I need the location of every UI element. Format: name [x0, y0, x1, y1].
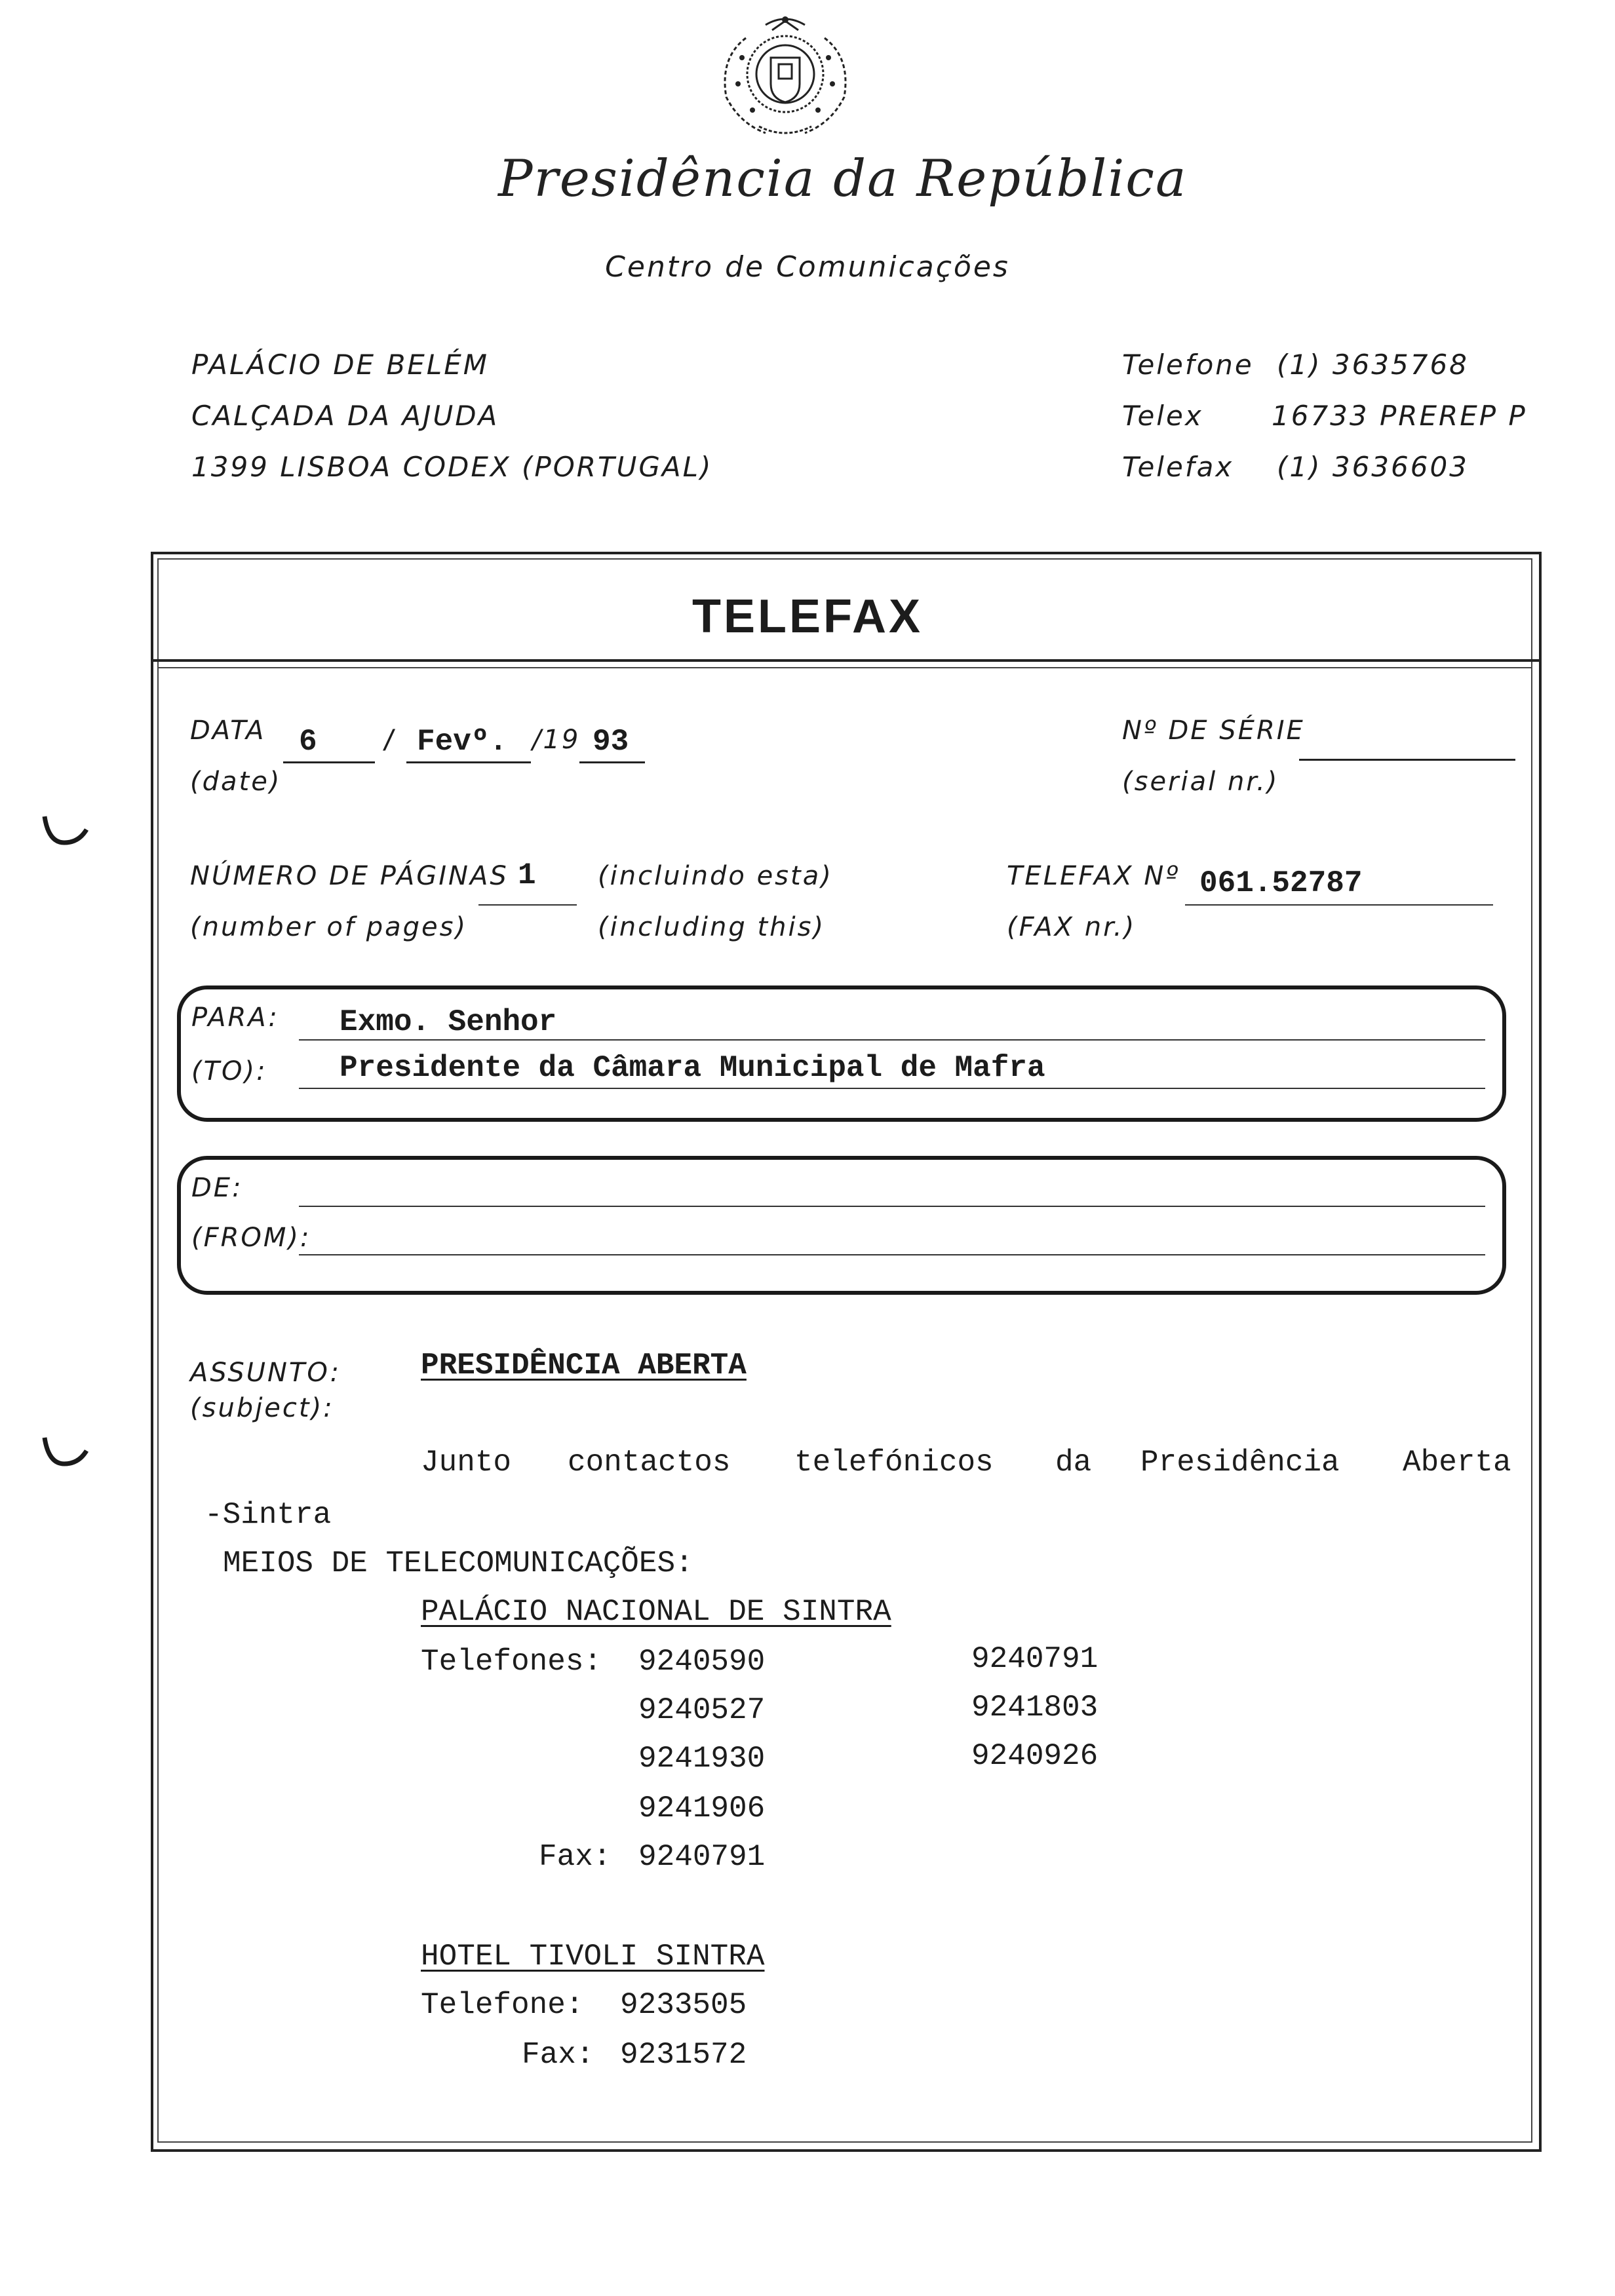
- fax-number-line: [1185, 904, 1493, 906]
- address-line-1: PALÁCIO DE BELÉM: [191, 349, 489, 381]
- pages-line: [478, 904, 577, 906]
- pages-note: (incluindo esta): [598, 861, 833, 891]
- venue-1-fax: 9240791: [638, 1840, 766, 1874]
- date-separator-1: /: [381, 725, 398, 755]
- venue-2-phone-label: Telefone:: [421, 1988, 584, 2022]
- sender-rule-1: [299, 1206, 1485, 1207]
- department-name: Centro de Comunicações: [605, 250, 1010, 284]
- venue-1-phone-5: 9240791: [971, 1642, 1099, 1676]
- date-label: DATA: [190, 716, 266, 746]
- contact-label-telefone: Telefone: [1122, 349, 1254, 381]
- venue-1-phones-label: Telefones:: [421, 1645, 602, 1679]
- subject-label: ASSUNTO:: [190, 1358, 341, 1388]
- to-label-en: (TO):: [191, 1056, 267, 1086]
- venue-2-fax: 9231572: [620, 2038, 747, 2072]
- from-label: DE:: [191, 1173, 243, 1203]
- recipient-rule-2: [299, 1088, 1485, 1089]
- address-line-2: CALÇADA DA AJUDA: [191, 400, 499, 432]
- sender-rule-2: [299, 1254, 1485, 1255]
- venue-2-name: HOTEL TIVOLI SINTRA: [421, 1940, 765, 1974]
- to-label: PARA:: [191, 1003, 279, 1033]
- date-month: Fevº.: [417, 725, 508, 759]
- intro-word-2: contactos: [568, 1445, 731, 1480]
- date-year: 93: [593, 725, 629, 759]
- intro-word-6: Aberta: [1403, 1445, 1511, 1480]
- date-label-en: (date): [190, 767, 282, 797]
- form-frame-inner: [157, 558, 1532, 2143]
- contact-label-telex: Telex: [1122, 400, 1203, 432]
- venue-1-name: PALÁCIO NACIONAL DE SINTRA: [421, 1595, 891, 1629]
- recipient-rule-1: [299, 1039, 1485, 1041]
- from-label-en: (FROM):: [191, 1223, 311, 1253]
- coat-of-arms-emblem: [700, 12, 870, 143]
- institution-name: Presidência da República: [498, 149, 1188, 208]
- serial-line: [1299, 759, 1515, 761]
- intro-continuation: -Sintra: [204, 1498, 332, 1532]
- fax-number-value: 061.52787: [1199, 866, 1363, 900]
- contact-value-telex: 16733 PREREP P: [1272, 400, 1527, 432]
- subject-value: PRESIDÊNCIA ABERTA: [421, 1349, 747, 1383]
- title-divider-inner: [157, 667, 1532, 668]
- date-month-line: [406, 761, 531, 763]
- venue-1-phone-4: 9241906: [638, 1791, 766, 1826]
- form-title: TELEFAX: [691, 590, 924, 643]
- punch-hole-mark-icon: [39, 1432, 92, 1472]
- venue-1-phone-6: 9241803: [971, 1691, 1099, 1725]
- venue-2-fax-label: Fax:: [522, 2038, 594, 2072]
- date-day-line: [283, 761, 375, 763]
- intro-word-4: da: [1055, 1445, 1092, 1480]
- title-divider: [151, 659, 1539, 662]
- subject-label-en: (subject):: [190, 1393, 334, 1423]
- pages-note-en: (including this): [598, 912, 826, 942]
- venue-2-phone: 9233505: [620, 1988, 747, 2022]
- date-century: /19: [532, 725, 581, 755]
- recipient-line-2: Presidente da Câmara Municipal de Mafra: [340, 1051, 1045, 1085]
- contact-label-telefax: Telefax: [1122, 451, 1234, 483]
- intro-word-3: telefónicos: [794, 1445, 994, 1480]
- serial-label: Nº DE SÉRIE: [1122, 716, 1305, 746]
- pages-label-en: (number of pages): [190, 912, 468, 942]
- serial-label-en: (serial nr.): [1122, 767, 1279, 797]
- fax-number-label: TELEFAX Nº: [1007, 861, 1180, 891]
- venue-1-phone-1: 9240590: [638, 1645, 766, 1679]
- contact-value-telefone: (1) 3635768: [1277, 349, 1469, 381]
- fax-number-label-en: (FAX nr.): [1007, 912, 1137, 942]
- pages-value: 1: [518, 858, 536, 892]
- date-day: 6: [299, 725, 317, 759]
- pages-label: NÚMERO DE PÁGINAS: [190, 861, 509, 891]
- sender-box: [177, 1156, 1506, 1295]
- punch-hole-mark-icon: [39, 811, 92, 851]
- venue-1-fax-label: Fax:: [539, 1840, 612, 1874]
- venue-1-phone-7: 9240926: [971, 1739, 1099, 1773]
- telecom-heading: MEIOS DE TELECOMUNICAÇÕES:: [223, 1546, 693, 1580]
- contact-value-telefax: (1) 3636603: [1277, 451, 1469, 483]
- address-line-3: 1399 LISBOA CODEX (PORTUGAL): [191, 451, 713, 483]
- venue-1-phone-2: 9240527: [638, 1693, 766, 1727]
- venue-1-phone-3: 9241930: [638, 1742, 766, 1776]
- intro-word-5: Presidência: [1140, 1445, 1340, 1480]
- date-year-line: [579, 761, 645, 763]
- recipient-line-1: Exmo. Senhor: [340, 1005, 557, 1039]
- intro-word-1: Junto: [421, 1445, 512, 1480]
